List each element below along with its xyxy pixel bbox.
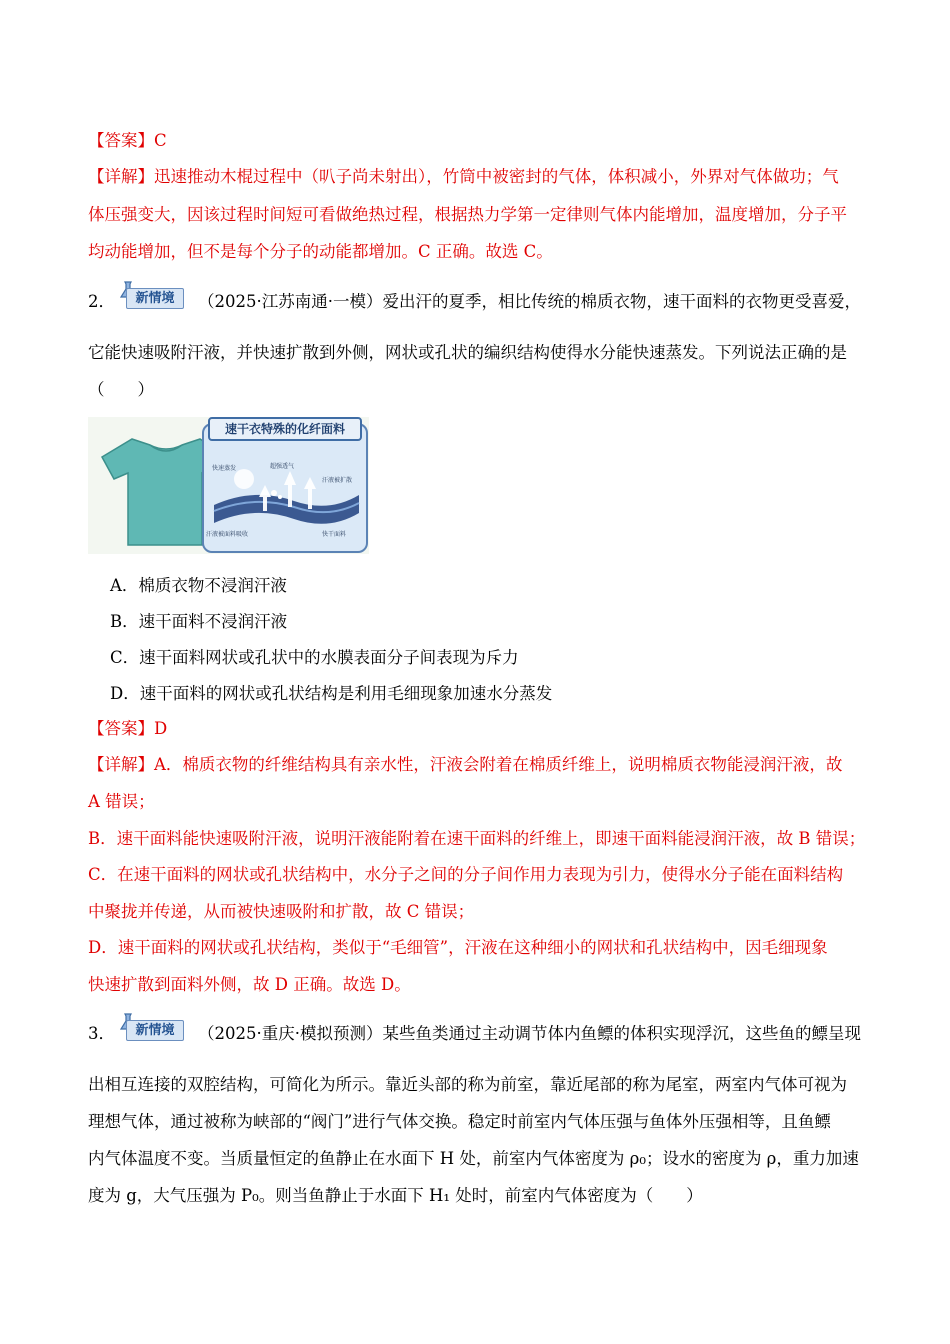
q2-detail-line-4: C．在速干面料的网状或孔状结构中，水分子之间的分子间作用力表现为引力，使得水分子能在面料结构	[88, 865, 844, 884]
q2-detail-line-2: A 错误；	[88, 792, 155, 811]
figure-label: 快干面料	[322, 531, 347, 538]
option-c: C．速干面料网状或孔状中的水膜表面分子间表现为斥力	[110, 648, 519, 667]
option-b: B．速干面料不浸润汗液	[110, 612, 288, 631]
q2-detail-line-1: 【详解】A．棉质衣物的纤维结构具有亲水性，汗液会附着在棉质纤维上，说明棉质衣物能浸润汗液，故	[88, 755, 843, 774]
answer-value: D	[154, 719, 168, 738]
figure-label: 汗液被扩散	[322, 477, 353, 484]
q1-answer	[88, 131, 167, 151]
answer-label: 【答案】	[88, 719, 154, 738]
option-d: D．速干面料的网状或孔状结构是利用毛细现象加速水分蒸发	[110, 684, 553, 703]
answer-value: C	[154, 131, 167, 150]
figure-title: 速干衣特殊的化纤面料	[208, 417, 362, 441]
figure-label: 汗液被面料吸收	[206, 531, 249, 538]
quick-dry-fabric-figure	[88, 417, 369, 554]
q2-stem-line-2: 它能快速吸附汗液，并快速扩散到外侧，网状或孔状的编织结构使得水分能快速蒸发。下列说法正确的是	[88, 343, 847, 362]
new-context-badge	[118, 1012, 184, 1042]
q2-detail-line-6: D．速干面料的网状或孔状结构，类似于“毛细管”，汗液在这种细小的网状和孔状结构中，因毛细现象	[88, 938, 828, 957]
q1-detail-line-3: 均动能增加，但不是每个分子的动能都增加。C 正确。故选 C。	[88, 242, 553, 261]
q2-detail-line-7: 快速扩散到面料外侧，故 D 正确。故选 D。	[88, 975, 411, 994]
q2-answer	[88, 719, 167, 739]
q3-stem-line-5: 度为 g，大气压强为 P₀。则当鱼静止于水面下 H₁ 处时，前室内气体密度为（ ）	[88, 1186, 703, 1205]
q3-stem-line-4: 内气体温度不变。当质量恒定的鱼静止在水面下 H 处，前室内气体密度为 ρ₀；设水的密度为 ρ，重力加速	[88, 1149, 859, 1168]
figure-label: 快速蒸发	[212, 465, 237, 472]
q3-stem-line-2: 出相互连接的双腔结构，可简化为所示。靠近头部的称为前室，靠近尾部的称为尾室，两室内气体可视为	[88, 1075, 847, 1094]
option-a: A．棉质衣物不浸润汗液	[110, 576, 287, 595]
q2-detail-line-3: B．速干面料能快速吸附汗液，说明汗液能附着在速干面料的纤维上，即速干面料能浸润汗液，故 B 错误；	[88, 829, 866, 848]
detail-label: 【详解】	[88, 755, 154, 774]
badge-label: 新情境	[126, 1020, 184, 1041]
q2-number: 2．	[88, 292, 115, 311]
q1-detail-line-1: 【详解】迅速推动木棍过程中（叭子尚未射出），竹筒中被密封的气体，体积减小，外界对气体做功；气	[88, 167, 839, 186]
answer-label: 【答案】	[88, 131, 154, 150]
q3-stem-line-3: 理想气体，通过被称为峡部的“阀门”进行气体交换。稳定时前室内气体压强与鱼体外压强相等，且鱼鳔	[88, 1112, 831, 1131]
q2-stem-line-3: （ ）	[88, 380, 154, 399]
q3-stem-line-1: （2025·重庆·模拟预测）某些鱼类通过主动调节体内鱼鳔的体积实现浮沉，这些鱼的鳔呈现	[198, 1024, 861, 1043]
q1-detail-line-2: 体压强变大，因该过程时间短可看做绝热过程，根据热力学第一定律则气体内能增加，温度增加，分子平	[88, 205, 847, 224]
q3-number: 3．	[88, 1024, 115, 1043]
new-context-badge	[118, 280, 184, 310]
badge-label: 新情境	[126, 288, 184, 309]
q2-detail-line-5: 中聚拢并传递，从而被快速吸附和扩散，故 C 错误；	[88, 902, 475, 921]
fabric-panel	[202, 423, 368, 553]
detail-label: 【详解】	[88, 167, 154, 186]
q2-stem-line-1: （2025·江苏南通·一模）爱出汗的夏季，相比传统的棉质衣物，速干面料的衣物更受喜爱，	[198, 292, 861, 311]
figure-label: 超强透气	[270, 463, 295, 470]
